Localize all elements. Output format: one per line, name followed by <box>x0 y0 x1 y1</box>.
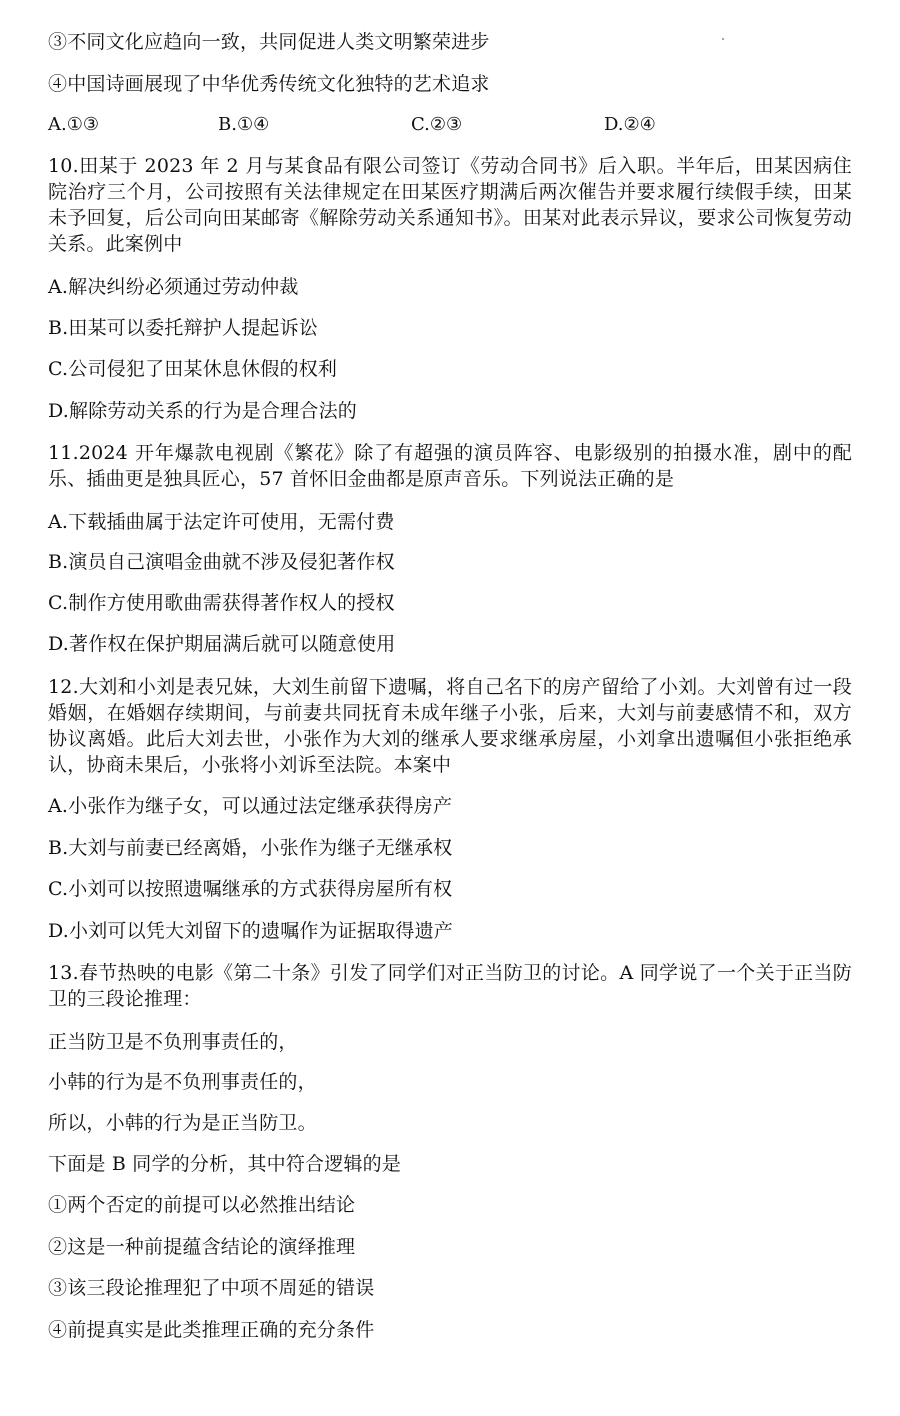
q12-option-d[interactable]: D.小刘可以凭大刘留下的遗嘱作为证据取得遗产 <box>48 920 453 942</box>
q9-statement-3: ③不同文化应趋向一致，共同促进人类文明繁荣进步 <box>48 31 490 53</box>
q11-option-d[interactable]: D.著作权在保护期届满后就可以随意使用 <box>48 633 396 655</box>
q10-option-b[interactable]: B.田某可以委托辩护人提起诉讼 <box>48 317 319 339</box>
q13-statement-3: ③该三段论推理犯了中项不周延的错误 <box>48 1277 375 1299</box>
q13-premise-2: 小韩的行为是不负刑事责任的， <box>48 1071 317 1093</box>
q13-statement-4: ④前提真实是此类推理正确的充分条件 <box>48 1319 375 1341</box>
q9-choice-c[interactable]: C.②③ <box>411 114 463 135</box>
q13-prompt: 下面是 B 同学的分析，其中符合逻辑的是 <box>48 1153 402 1175</box>
q12-stem: 12.大刘和小刘是表兄妹，大刘生前留下遗嘱，将自己名下的房产留给了小刘。大刘曾有过一段婚姻，在婚姻存续期间，与前妻共同抚育未成年继子小张，后来，大刘与前妻感情不和，双方协议离婚。此后大刘去世，小张作为大刘的继承人要求继承房屋，小刘拿出遗嘱但小张拒绝承认，协商未果后，小张将小刘诉至法院。本案中 <box>48 676 852 776</box>
q9-choices <box>48 113 768 139</box>
q11-option-a[interactable]: A.下载插曲属于法定许可使用，无需付费 <box>48 511 395 533</box>
q13-conclusion: 所以，小韩的行为是正当防卫。 <box>48 1112 317 1134</box>
q9-choice-d[interactable]: D.②④ <box>604 114 656 135</box>
q11-option-b[interactable]: B.演员自己演唱金曲就不涉及侵犯著作权 <box>48 551 395 573</box>
q11-option-c[interactable]: C.制作方使用歌曲需获得著作权人的授权 <box>48 592 395 614</box>
q10-option-a[interactable]: A.解决纠纷必须通过劳动仲裁 <box>48 276 299 298</box>
scan-speck <box>722 38 724 40</box>
q12-option-a[interactable]: A.小张作为继子女，可以通过法定继承获得房产 <box>48 795 453 817</box>
q10-option-d[interactable]: D.解除劳动关系的行为是合理合法的 <box>48 400 357 422</box>
q12-option-b[interactable]: B.大刘与前妻已经离婚，小张作为继子无继承权 <box>48 837 453 859</box>
q10-stem: 10.田某于 2023 年 2 月与某食品有限公司签订《劳动合同书》后入职。半年后，田某因病住院治疗三个月，公司按照有关法律规定在田某医疗期满后两次催告并要求履行续假手续，田某未予回复，后公司向田某邮寄《解除劳动关系通知书》。田某对此表示异议，要求公司恢复劳动关系。此案例中 <box>48 155 852 255</box>
q12-option-c[interactable]: C.小刘可以按照遗嘱继承的方式获得房屋所有权 <box>48 878 453 900</box>
q9-choice-b[interactable]: B.①④ <box>218 114 270 135</box>
q10-option-c[interactable]: C.公司侵犯了田某休息休假的权利 <box>48 358 338 380</box>
q11-stem: 11.2024 开年爆款电视剧《繁花》除了有超强的演员阵容、电影级别的拍摄水准，剧中的配乐、插曲更是独具匠心，57 首怀旧金曲都是原声音乐。下列说法正确的是 <box>48 442 852 490</box>
q13-stem: 13.春节热映的电影《第二十条》引发了同学们对正当防卫的讨论。A 同学说了一个关于正当防卫的三段论推理： <box>48 962 852 1010</box>
q13-statement-1: ①两个否定的前提可以必然推出结论 <box>48 1194 356 1216</box>
q9-statement-4: ④中国诗画展现了中华优秀传统文化独特的艺术追求 <box>48 73 490 95</box>
q13-statement-2: ②这是一种前提蕴含结论的演绎推理 <box>48 1236 356 1258</box>
q9-choice-a[interactable]: A.①③ <box>48 114 99 135</box>
q13-premise-1: 正当防卫是不负刑事责任的， <box>48 1031 298 1053</box>
